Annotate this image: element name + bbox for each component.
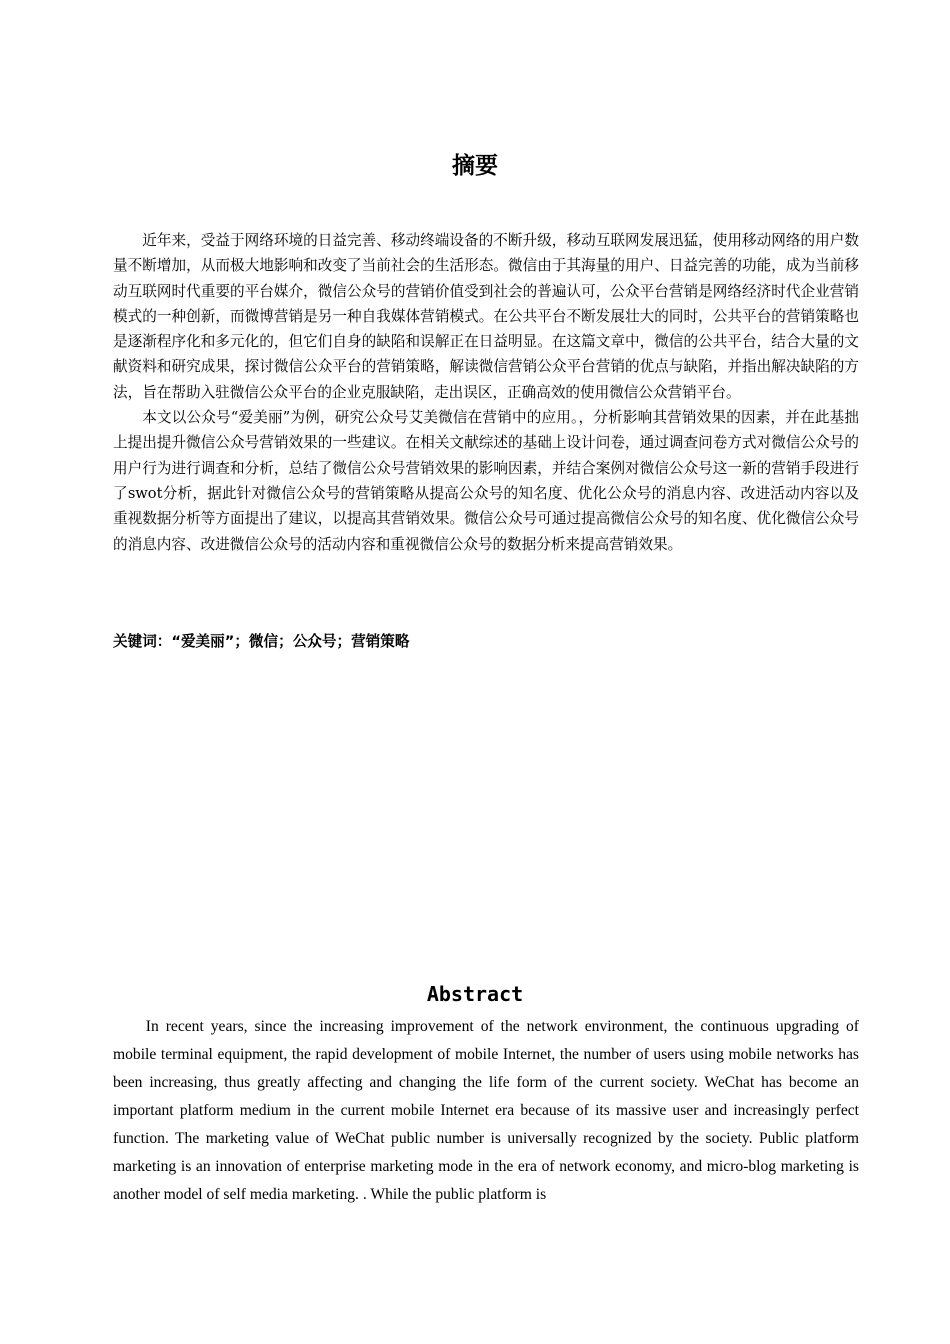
english-abstract-body <box>113 1013 859 1209</box>
chinese-abstract-paragraph-1: 近年来，受益于网络环境的日益完善、移动终端设备的不断升级，移动互联网发展迅猛，使用移动网络的用户数量不断增加，从而极大地影响和改变了当前社会的生活形态。微信由于其海量的用户、日益完善的功能，成为当前移动互联网时代重要的平台媒介，微信公众号的营销价值受到社会的普遍认可，公众平台营销是网络经济时代企业营销模式的一种创新，而微博营销是另一种自我媒体营销模式。在公共平台不断发展壮大的同时，公共平台的营销策略也是逐渐程序化和多元化的，但它们自身的缺陷和误解正在日益明显。在这篇文章中，微信的公共平台，结合大量的文献资料和研究成果，探讨微信公众平台的营销策略，解读微信营销公众平台营销的优点与缺陷，并指出解决缺陷的方法，旨在帮助入驻微信公众平台的企业克服缺陷，走出误区，正确高效的使用微信公众营销平台。 <box>113 232 859 401</box>
english-abstract-title: Abstract <box>426 982 524 1006</box>
chinese-abstract-title: 摘要 <box>452 153 498 179</box>
chinese-abstract-paragraph-2: 本文以公众号“爱美丽”为例，研究公众号艾美微信在营销中的应用。，分析影响其营销效果的因素，并在此基拙上提出提升微信公众号营销效果的一些建议。在相关文献综述的基础上设计问卷，通过调查问卷方式对微信公众号的用户行为进行调查和分析，总结了微信公众号营销效果的影响因素，并结合案例对微信公众号这一新的营销手段进行了swot分析，据此针对微信公众号的营销策略从提高公众号的知名度、优化公众号的消息内容、改进活动内容以及重视数据分析等方面提出了建议，以提高其营销效果。微信公众号可通过提高微信公众号的知名度、优化微信公众号的消息内容、改进微信公众号的活动内容和重视微信公众号的数据分析来提高营销效果。 <box>113 409 859 553</box>
chinese-abstract-body <box>113 228 859 557</box>
keywords-line: 关键词：“爱美丽”；微信；公众号；营销策略 <box>113 633 410 650</box>
english-abstract-paragraph-1: In recent years, since the increasing improvement of the network environment, the continuous upgrading of mobile terminal equipment, the rapid development of mobile Internet, the number of users using mobile networks has been increasing, thus greatly affecting and changing the life form of the current society. WeChat has become an important platform medium in the current mobile Internet era because of its massive user and increasingly perfect function. The marketing value of WeChat public number is universally recognized by the society. Public platform marketing is an innovation of enterprise marketing mode in the era of network economy, and micro-blog marketing is another model of self media marketing. . While the public platform is <box>113 1018 859 1203</box>
